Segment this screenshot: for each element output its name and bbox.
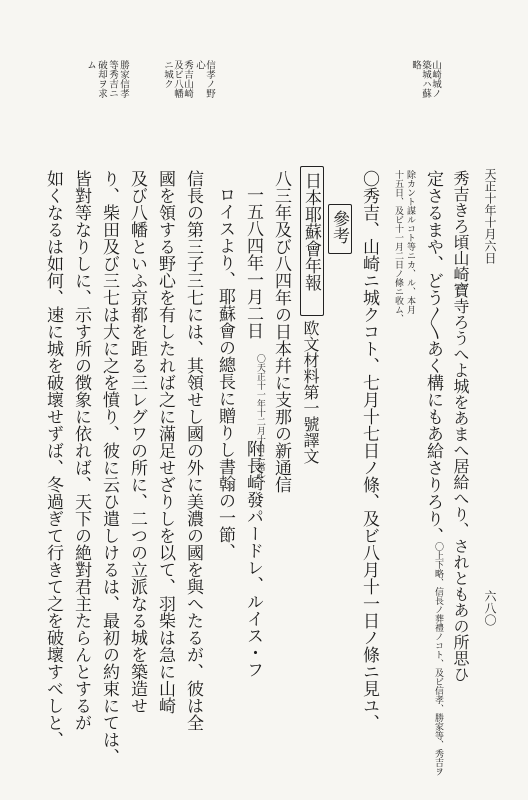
page-number: 六八〇 bbox=[483, 590, 497, 626]
nenpo-subtitle: 欧文材料第一號譯文 bbox=[301, 320, 320, 464]
text-line: 〇秀吉、山崎ニ城クコト、七月十七日ノ條、及ビ八月十一日ノ條ニ見ユ、 bbox=[359, 170, 379, 731]
text-note: 〇上下略、信長ノ葬禮ノコト、及ビ信孝、勝家等、秀吉ヲ bbox=[433, 542, 443, 776]
headnote: ム bbox=[84, 60, 96, 70]
text-line: り、柴田及び三七は大に之を憤り、彼に云ひ遣しけるは、最初の約束にては、 bbox=[99, 170, 119, 765]
text-line: 一五八四年一月二日 bbox=[243, 186, 263, 339]
headnote: 心 bbox=[193, 60, 205, 70]
headnote: 等秀吉ニ bbox=[106, 60, 118, 98]
text-line: 及び八幡といふ京都を距る三レグワの所に、二つの立派なる城を築造せ bbox=[127, 170, 147, 714]
text-line: 如くなるは如何、速に城を破壞せずば、冬過ぎて行きて之を破壞すべしと、 bbox=[43, 170, 63, 748]
text-line: 皆對等なりしに、示す所の徴象に依れば、天下の絶對君主たらんとするが bbox=[71, 170, 91, 731]
text-line: 八三年及び八四年の日本幷に支那の新通信 bbox=[271, 170, 291, 493]
sanko-heading: 參考 bbox=[329, 210, 349, 244]
text-line: 信長の第三子三七には、其領せし國の外に美濃の國を與へたるが、彼は全 bbox=[183, 170, 203, 731]
headnote: 略 bbox=[409, 60, 421, 70]
headnote: 及ビ八幡 bbox=[171, 60, 183, 98]
text-line: 國を領する野心を有したれば之に滿足せざりしを以て、羽柴は急に山崎 bbox=[155, 170, 175, 714]
headnote: 破却ヲ求 bbox=[95, 60, 107, 98]
running-header-date: 天正十年十月六日 bbox=[483, 168, 497, 264]
text-note: 除カント謀ルコト等ニカ、ル、本月 bbox=[405, 170, 415, 314]
nenpo-title: 日本耶蘇會年報 bbox=[301, 172, 321, 291]
headnote: 秀吉山崎 bbox=[181, 60, 193, 98]
text-note: 十五日、及ビ十一月二日ノ條ニ收ム、 bbox=[393, 170, 403, 323]
text-line: 秀吉きろ頃山崎寶寺ろうへよ城をあまへ居給へり、されともあの所思ひ bbox=[451, 170, 470, 682]
text-line: 附長崎發パードレ、ルイス・フ bbox=[243, 440, 263, 678]
headnote: 山崎城ノ bbox=[429, 60, 441, 98]
text-line: 定さるまや、どう〳〵あく構にもあ給さりろり、 bbox=[423, 170, 443, 544]
headnote: ニ城ク bbox=[161, 60, 173, 89]
headnote: 勝家信孝 bbox=[117, 60, 129, 98]
headnote: 築城ハ蘇 bbox=[419, 60, 431, 98]
headnote: 信孝ノ野 bbox=[203, 60, 215, 98]
text-note: 〇天正十一年十二月十日ニ當ル、 bbox=[254, 354, 265, 489]
text-line: ロイスより、耶蘇會の總長に贈りし書翰の一節、 bbox=[215, 186, 235, 560]
